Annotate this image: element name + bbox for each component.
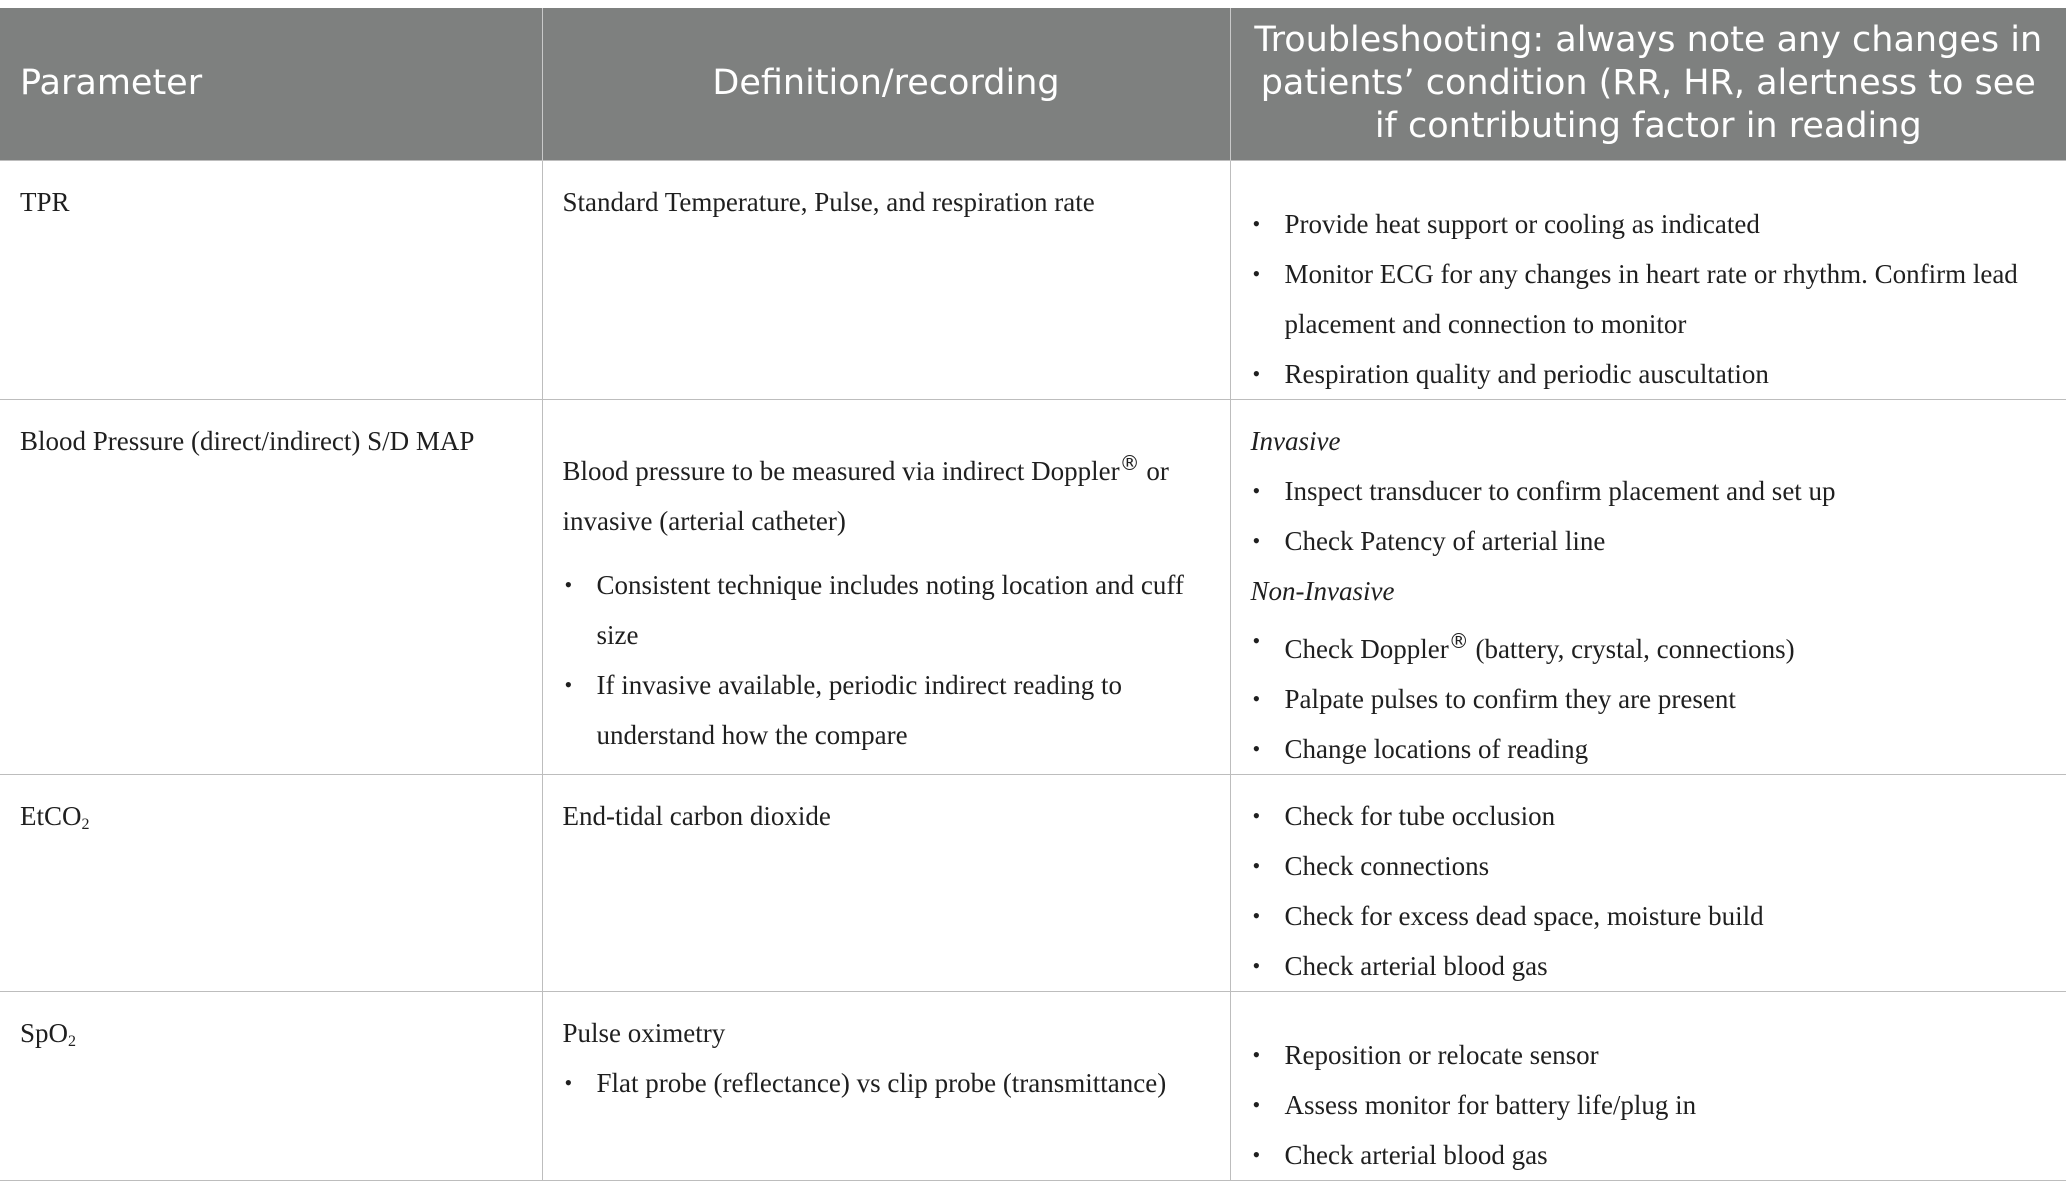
table-row (0, 399, 2066, 774)
trouble-list (1251, 791, 2047, 991)
table-row (0, 991, 2066, 1180)
list-item (1285, 616, 2047, 674)
list-item: • Check for tube occlusion (1285, 791, 2047, 841)
definition-cell (542, 399, 1230, 774)
param-cell (0, 160, 542, 399)
list-item: • Reposition or relocate sensor (1285, 1030, 2047, 1080)
definition-text: End-tidal carbon dioxide (562, 800, 831, 831)
list-item: • Flat probe (reflectance) vs clip probe (transmittance) (597, 1058, 1210, 1108)
param-subscript: 2 (68, 1032, 77, 1050)
noninvasive-label: Non-Invasive (1250, 575, 1395, 606)
table-row (0, 160, 2066, 399)
trouble-cell (1230, 774, 2066, 991)
definition-text: Pulse oximetry (562, 1017, 726, 1048)
monitoring-table (0, 8, 2066, 1181)
list-item: • Check for excess dead space, moisture build (1285, 891, 2047, 941)
list-item: • Monitor ECG for any changes in heart rate or rhythm. Confirm lead placement and connection to monitor (1285, 249, 2047, 349)
trouble-cell (1230, 399, 2066, 774)
noninvasive-list (1251, 616, 2047, 774)
invasive-label: Invasive (1250, 425, 1341, 456)
list-item: • Respiration quality and periodic auscultation (1285, 349, 2047, 399)
list-item: • Consistent technique includes noting location and cuff size (597, 560, 1210, 660)
header-troubleshooting: Troubleshooting: always note any changes in patients’ condition (RR, HR, alertness to see if contributing factor in reading (1230, 8, 2066, 160)
trouble-list (1251, 177, 2047, 399)
param-cell (0, 991, 542, 1180)
list-item: • Change locations of reading (1285, 724, 2047, 774)
list-item: • Check connections (1285, 841, 2047, 891)
list-item: • Inspect transducer to confirm placement and set up (1285, 466, 2047, 516)
list-item: • Palpate pulses to confirm they are present (1285, 674, 2047, 724)
definition-list (563, 1058, 1210, 1108)
header-definition: Definition/recording (542, 8, 1230, 160)
doppler-text: Check Doppler (1284, 633, 1449, 664)
param-text (20, 1008, 522, 1067)
definition-text (563, 416, 1210, 546)
definition-cell (542, 160, 1230, 399)
table-header (0, 8, 2066, 160)
table-row (0, 774, 2066, 991)
definition-list (563, 546, 1210, 760)
param-text: Blood Pressure (direct/indirect) S/D MAP (20, 425, 475, 456)
list-item: • Assess monitor for battery life/plug in (1285, 1080, 2047, 1130)
definition-text: Standard Temperature, Pulse, and respiration rate (562, 186, 1095, 217)
header-parameter: Parameter (0, 8, 542, 160)
param-cell (0, 399, 542, 774)
definition-text-a: Blood pressure to be measured via indirect Doppler (562, 455, 1120, 486)
trouble-list (1251, 1008, 2047, 1180)
registered-mark: ® (1448, 628, 1469, 653)
list-item: • Check arterial blood gas (1285, 941, 2047, 991)
definition-cell (542, 774, 1230, 991)
list-item: • If invasive available, periodic indirect reading to understand how the compare (597, 660, 1210, 760)
trouble-cell (1230, 160, 2066, 399)
definition-text-b: or invasive (arterial catheter) (562, 455, 1169, 536)
param-main: SpO (20, 1017, 69, 1048)
param-subscript: 2 (81, 815, 90, 833)
definition-cell (542, 991, 1230, 1180)
invasive-list (1251, 466, 2047, 566)
trouble-cell (1230, 991, 2066, 1180)
list-item: • Check Patency of arterial line (1285, 516, 2047, 566)
list-item: • Provide heat support or cooling as indicated (1285, 199, 2047, 249)
param-cell (0, 774, 542, 991)
param-text (20, 791, 522, 850)
param-main: EtCO (20, 800, 82, 831)
registered-mark: ® (1119, 450, 1140, 475)
doppler-detail: (battery, crystal, connections) (1468, 633, 1795, 664)
list-item: • Check arterial blood gas (1285, 1130, 2047, 1180)
param-text: TPR (20, 186, 70, 217)
